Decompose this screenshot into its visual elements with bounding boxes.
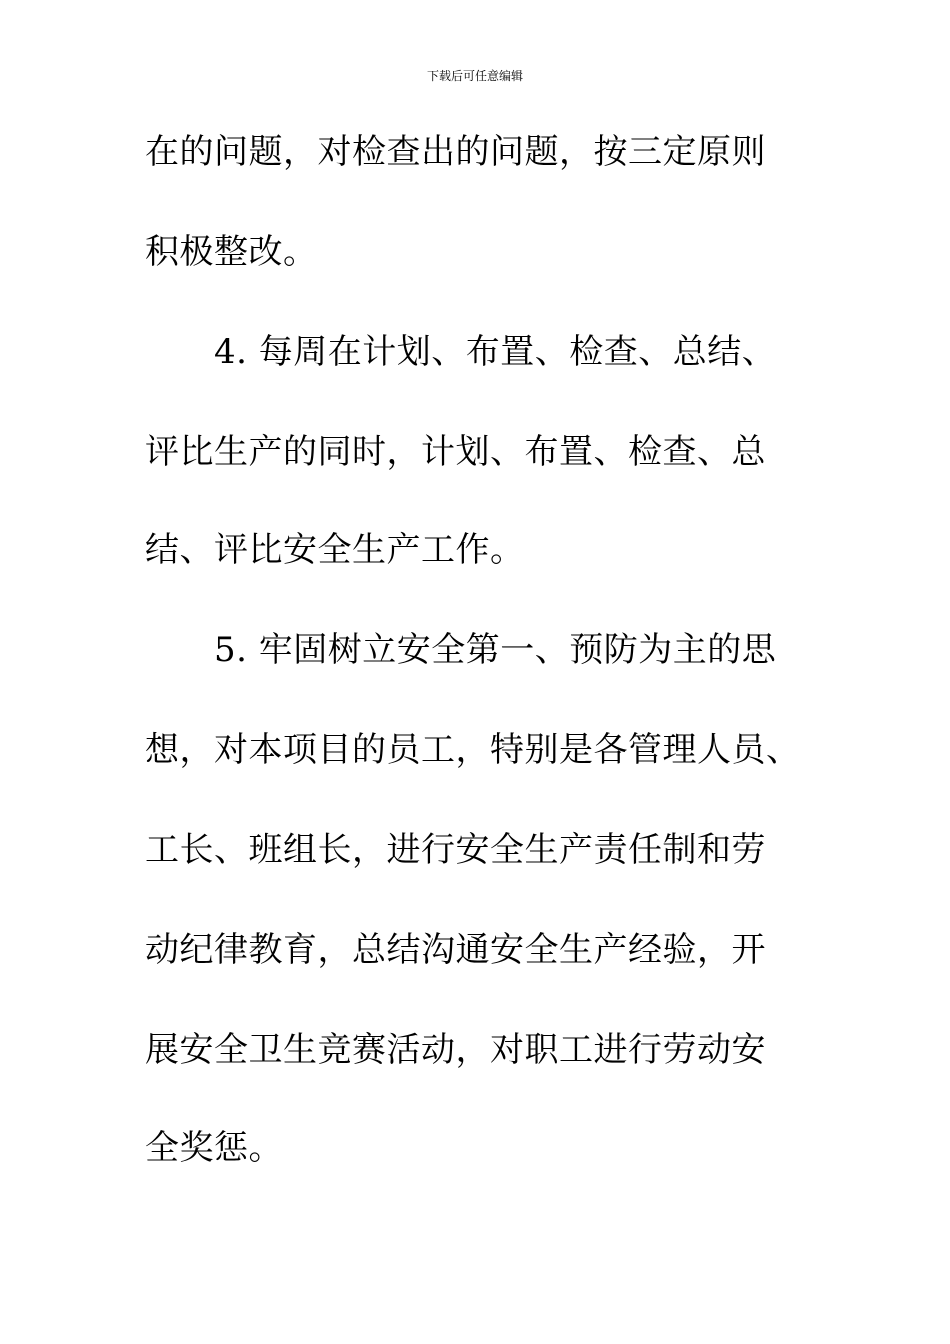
paragraph-line: 积极整改。	[145, 232, 318, 272]
paragraph-line: 结、评比安全生产工作。	[145, 530, 525, 570]
paragraph-line: 4. 每周在计划、布置、检查、总结、	[214, 332, 777, 372]
paragraph-line: 动纪律教育，总结沟通安全生产经验，开	[145, 930, 766, 970]
paragraph-line: 在的问题，对检查出的问题，按三定原则	[145, 132, 766, 172]
paragraph-line: 工长、班组长，进行安全生产责任制和劳	[145, 830, 766, 870]
paragraph-line: 评比生产的同时，计划、布置、检查、总	[145, 432, 766, 472]
paragraph-line: 想，对本项目的员工，特别是各管理人员、	[145, 730, 801, 770]
paragraph-line: 5. 牢固树立安全第一、预防为主的思	[214, 630, 777, 670]
paragraph-line: 展安全卫生竞赛活动，对职工进行劳动安	[145, 1030, 766, 1070]
paragraph-line: 全奖惩。	[145, 1128, 283, 1168]
page-header: 下载后可任意编辑	[426, 69, 523, 83]
